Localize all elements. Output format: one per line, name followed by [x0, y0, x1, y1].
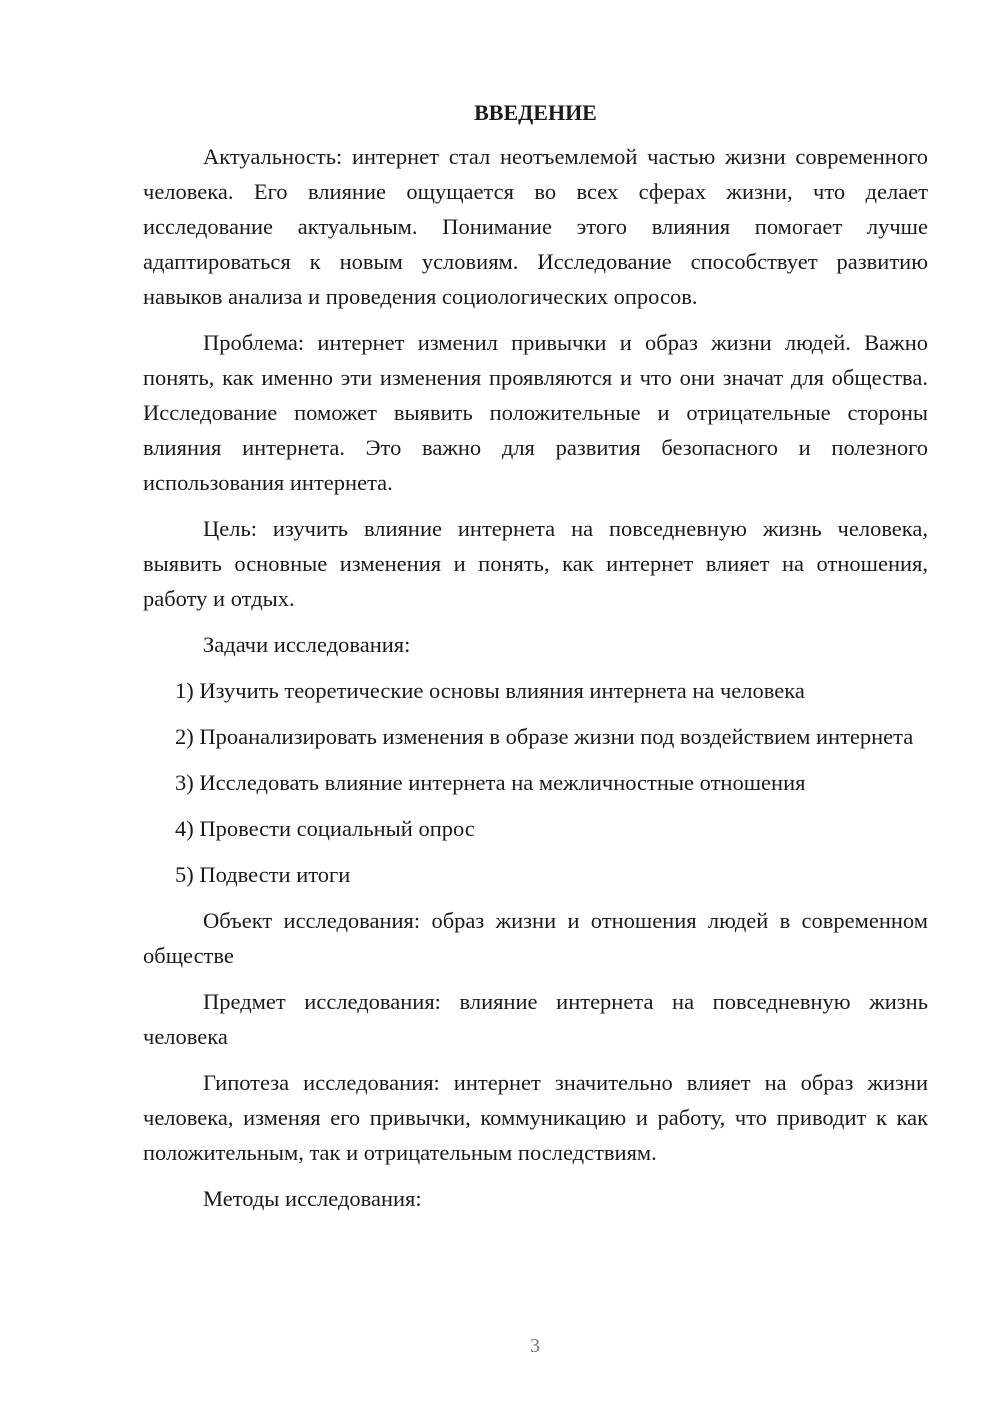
- paragraph-hypothesis: Гипотеза исследования: интернет значительно влияет на образ жизни человека, изменяя его привычки, коммуникацию и работу, что приводит к как положительным, так и отрицательным последствиям.: [143, 1070, 928, 1165]
- task-item-3: 3) Исследовать влияние интернета на межличностные отношения: [175, 770, 806, 795]
- page-content: [143, 95, 928, 1227]
- methods-heading: Методы исследования:: [203, 1186, 422, 1211]
- paragraph-relevance: Актуальность: интернет стал неотъемлемой частью жизни современного человека. Его влияние ощущается во всех сферах жизни, что делает исследование актуальным. Понимание этого влияния помогает лучше адаптироваться к новым условиям. Исследование способствует развитию навыков анализа и проведения социологических опросов.: [143, 144, 928, 309]
- paragraph-goal: Цель: изучить влияние интернета на повседневную жизнь человека, выявить основные изменения и понять, как интернет влияет на отношения, работу и отдых.: [143, 516, 928, 611]
- task-item-4: 4) Провести социальный опрос: [175, 816, 475, 841]
- page-number: 3: [530, 1335, 540, 1357]
- paragraph-subject: Предмет исследования: влияние интернета на повседневную жизнь человека: [143, 989, 928, 1049]
- paragraph-object: Объект исследования: образ жизни и отношения людей в современном обществе: [143, 908, 928, 968]
- task-item-2: 2) Проанализировать изменения в образе жизни под воздействием интернета: [175, 724, 914, 749]
- task-item-1: 1) Изучить теоретические основы влияния интернета на человека: [175, 678, 805, 703]
- section-title: ВВЕДЕНИЕ: [474, 100, 597, 125]
- task-item-5: 5) Подвести итоги: [175, 862, 351, 887]
- paragraph-problem: Проблема: интернет изменил привычки и образ жизни людей. Важно понять, как именно эти изменения проявляются и что они значат для общества. Исследование поможет выявить положительные и отрицательные стороны влияния интернета. Это важно для развития безопасного и полезного использования интернета.: [143, 330, 928, 495]
- tasks-heading: Задачи исследования:: [203, 632, 411, 657]
